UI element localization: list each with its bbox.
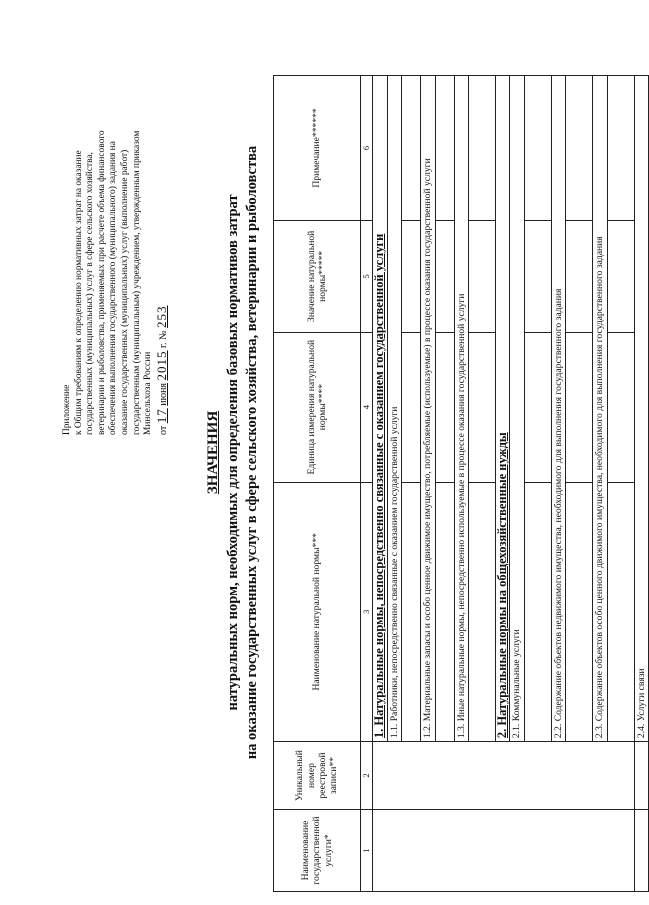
table-cell [524, 76, 551, 221]
table-cell [524, 332, 551, 482]
table-cell [435, 332, 454, 482]
appendix-line: Приложение [62, 384, 72, 435]
row-1-3-label: 1.3. Иные натуральные нормы, непосредственно используемые в процессе оказания государственной услуги [454, 76, 468, 742]
table-cell [566, 220, 593, 332]
order-date-number [153, 15, 170, 435]
row-1-2-label: 1.2. Материальные запасы и особо ценное движимое имущество, потребляемые (используемые) в процессе оказания государственной услуги [421, 76, 435, 742]
table-cell [524, 482, 551, 742]
table-cell [469, 332, 496, 482]
table-cell [402, 482, 421, 742]
section-2-heading: 2. Натуральные нормы на общехозяйственные нужды [496, 76, 510, 742]
row-1-1-label: 1.1. Работники, непосредственно связанные с оказанием государственной услуги [387, 76, 401, 742]
table-row [373, 76, 387, 892]
number-sign: № [157, 330, 169, 340]
appendix-line: государственных (муниципальных) услуг в сфере сельского хозяйства, [85, 152, 96, 435]
order-number: 253 [153, 305, 169, 328]
row-2-3-label: 2.3. Содержание объектов особо ценного движимого имущества, необходимого для выполнения государственного задания [593, 76, 607, 742]
document-title [205, 0, 261, 905]
table-header-row [274, 76, 361, 892]
service-name-cell [373, 810, 634, 892]
table-cell [435, 482, 454, 742]
title-heading: ЗНАЧЕНИЯ [205, 410, 221, 495]
table-row [634, 76, 648, 892]
table-cell [402, 220, 421, 332]
col-header-norm-name: Наименование натуральной нормы*** [274, 482, 361, 742]
table-cell [435, 220, 454, 332]
row-2-2-label: 2.2. Содержание объектов недвижимого имущества, необходимого для выполнения государственного задания [551, 76, 565, 742]
appendix-line: Минсельхоза России [143, 351, 154, 435]
column-numbers-row [361, 76, 373, 892]
table-cell [435, 76, 454, 221]
appendix-note [62, 15, 169, 435]
col-number: 1 [361, 810, 373, 892]
appendix-line: обеспечения выполнения государственного (муниципального) задания на [108, 141, 119, 435]
registry-number-cell [373, 742, 634, 810]
table-cell [634, 742, 648, 810]
row-2-4-label: 2.4. Услуги связи [634, 76, 648, 742]
col-number: 2 [361, 742, 373, 810]
table-cell [469, 76, 496, 221]
appendix-line: к Общим требованиям к определению нормативных затрат на оказание [73, 150, 84, 435]
norms-table [273, 75, 649, 892]
title-line-2: натуральных норм, необходимых для определения базовых нормативов затрат [225, 194, 241, 711]
date-prefix: от [157, 425, 169, 435]
table-cell [634, 810, 648, 892]
col-header-unit: Единица измерения натуральной нормы**** [274, 332, 361, 482]
table-cell [524, 220, 551, 332]
appendix-line: ветеринарии и рыболовства, применяемых при расчете объема финансового [96, 130, 107, 435]
table-cell [607, 76, 634, 221]
table-cell [566, 332, 593, 482]
col-number: 5 [361, 220, 373, 332]
date-day: 17 [153, 408, 169, 424]
row-2-1-label: 2.1. Коммунальные услуги [510, 76, 524, 742]
table-cell [566, 482, 593, 742]
col-header-note: Примечание****** [274, 76, 361, 221]
date-month: июня [157, 382, 169, 406]
col-header-registry-number: Уникальный номер реестровой записи** [274, 742, 361, 810]
appendix-line: государственным (муниципальным) учреждением, утвержденным приказом [131, 130, 142, 435]
table-cell [402, 76, 421, 221]
col-number: 3 [361, 482, 373, 742]
table-cell [607, 332, 634, 482]
section-1-heading: 1. Натуральные нормы, непосредственно связанные с оказанием государственной услуги [373, 76, 387, 742]
date-year-suffix: г. [157, 342, 169, 348]
table-cell [402, 332, 421, 482]
table-cell [469, 220, 496, 332]
date-year: 2015 [153, 350, 169, 381]
table-cell [607, 482, 634, 742]
col-number: 6 [361, 76, 373, 221]
title-line-3: на оказание государственных услуг в сфере сельского хозяйства, ветеринарии и рыболовства [244, 145, 260, 760]
table-cell [566, 76, 593, 221]
col-header-service-name: Наименование государственной услуги* [274, 810, 361, 892]
col-header-value: Значение натуральной нормы***** [274, 220, 361, 332]
appendix-line: оказание государственных (муниципальных) услуг (выполнение работ) [119, 149, 130, 435]
col-number: 4 [361, 332, 373, 482]
table-cell [469, 482, 496, 742]
table-cell [607, 220, 634, 332]
